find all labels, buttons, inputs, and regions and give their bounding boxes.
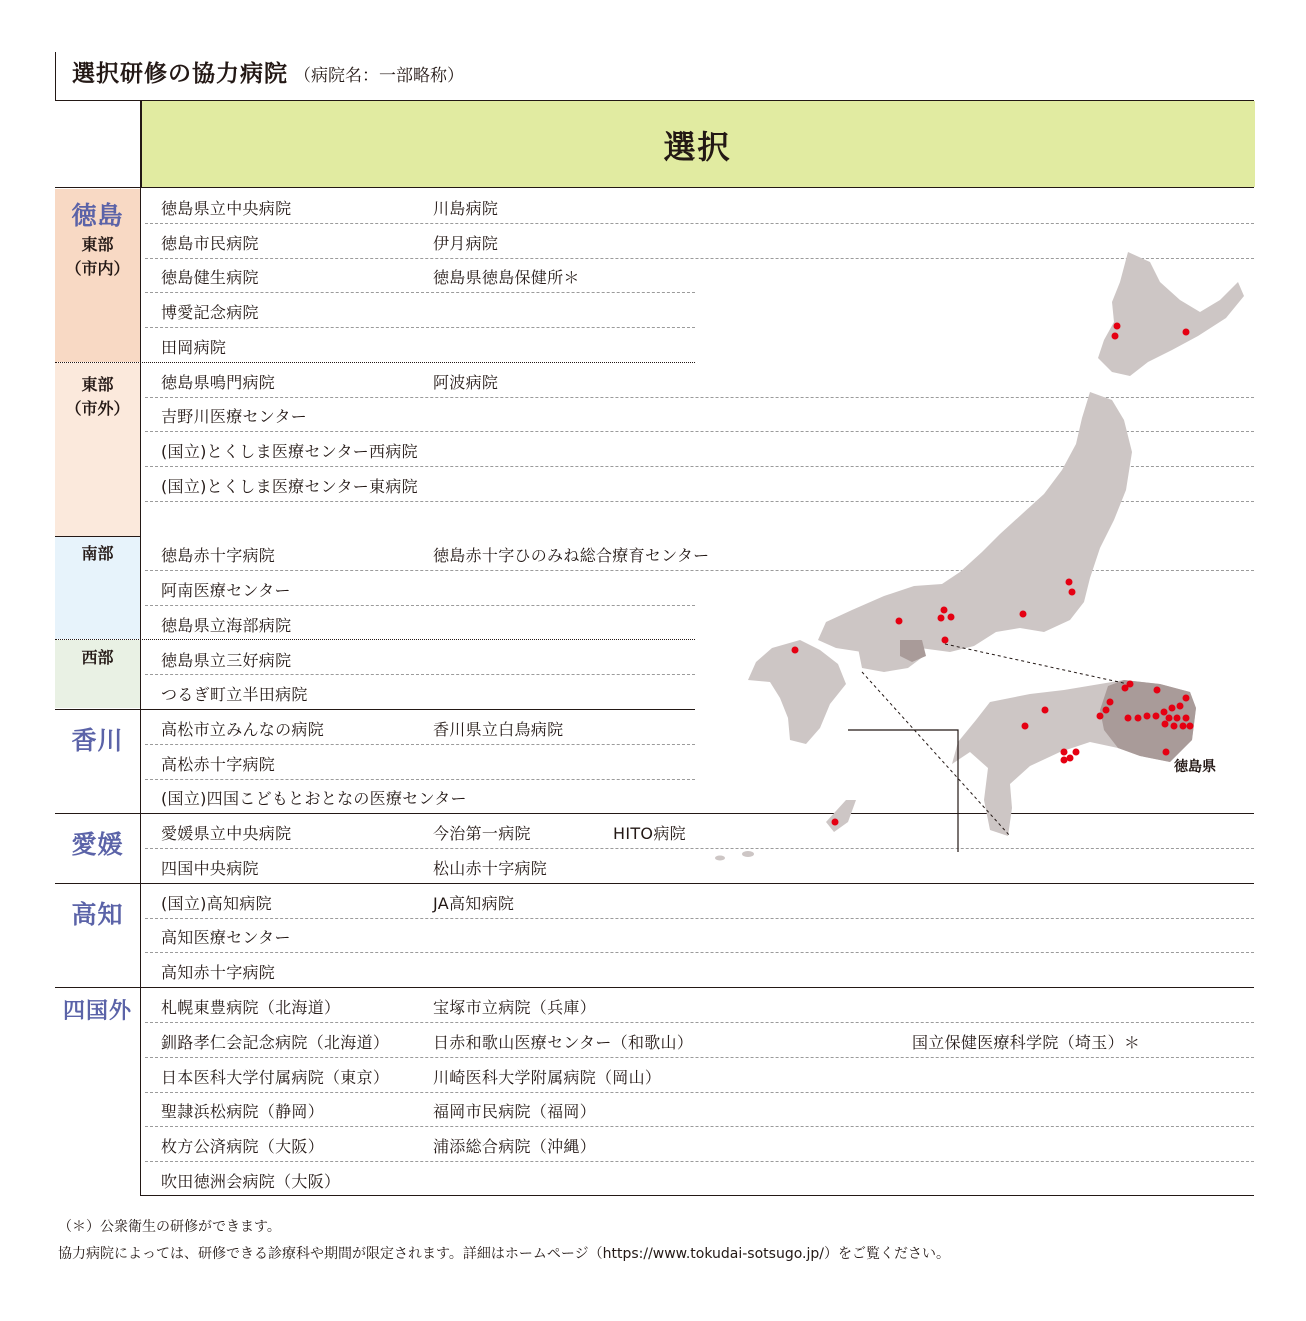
- marker: [1183, 715, 1190, 722]
- marker: [1177, 703, 1184, 710]
- hospital-name: (国立)高知病院: [161, 894, 272, 913]
- hospital-name: 高知赤十字病院: [161, 963, 276, 982]
- japan-map: [700, 240, 1256, 880]
- kyushu-shape: [748, 640, 846, 744]
- marker: [1171, 723, 1178, 730]
- hospital-name: 伊月病院: [433, 234, 499, 253]
- hospital-name: HITO病院: [613, 824, 686, 843]
- pref-tokushima: 徳島: [71, 201, 124, 230]
- marker: [1042, 707, 1049, 714]
- pref-kagawa: 香川: [71, 726, 124, 755]
- section-divider: [55, 639, 695, 640]
- hospital-name: 徳島市民病院: [161, 234, 259, 253]
- area-east-outside: [55, 373, 140, 421]
- okinawa-shape: [826, 800, 856, 832]
- section-divider: [55, 987, 1254, 988]
- hospital-name: 川崎医科大学附属病院（岡山）: [433, 1068, 662, 1087]
- marker: [1067, 755, 1074, 762]
- area-label: 西部: [81, 648, 114, 667]
- marker: [1097, 713, 1104, 720]
- section-divider: [55, 883, 1254, 884]
- hospital-name: 徳島県立海部病院: [161, 616, 292, 635]
- hospital-name: (国立)四国こどもとおとなの医療センター: [161, 789, 467, 808]
- marker: [792, 647, 799, 654]
- hospital-name: 浦添総合病院（沖縄）: [433, 1137, 597, 1156]
- map-label-tokushima: 徳島県: [1174, 759, 1216, 775]
- section-divider: [55, 362, 695, 363]
- marker: [1183, 695, 1190, 702]
- marker: [1022, 723, 1029, 730]
- land: [715, 252, 1244, 861]
- marker: [1144, 713, 1151, 720]
- area-label: 東部: [81, 375, 114, 394]
- row-divider: [145, 327, 695, 328]
- callout-line: [848, 730, 958, 852]
- area-south: [55, 542, 140, 566]
- marker: [1135, 715, 1142, 722]
- hospital-name: 徳島県立中央病院: [161, 199, 292, 218]
- row-divider: [145, 1126, 1254, 1127]
- hospital-name: 福岡市民病院（福岡）: [433, 1102, 597, 1121]
- hospital-name: 釧路孝仁会記念病院（北海道）: [161, 1033, 390, 1052]
- hospital-name: 川島病院: [433, 199, 499, 218]
- marker: [1127, 681, 1134, 688]
- marker: [896, 618, 903, 625]
- page-title: [72, 55, 464, 88]
- marker: [1061, 749, 1068, 756]
- row-divider: [145, 1057, 1254, 1058]
- hospital-name: つるぎ町立半田病院: [161, 685, 308, 704]
- marker: [1180, 723, 1187, 730]
- row-divider: [145, 779, 695, 780]
- hospital-name: 吉野川医療センター: [161, 407, 308, 426]
- island: [742, 851, 754, 857]
- hospital-name: (国立)とくしま医療センター東病院: [161, 477, 418, 496]
- row-divider: [145, 952, 1254, 953]
- row-divider: [145, 1161, 1254, 1162]
- footnote-asterisk: （＊）公衆衛生の研修ができます。: [58, 1219, 281, 1235]
- hokkaido-shape: [1098, 252, 1244, 376]
- hospital-name: 国立保健医療科学院（埼玉）＊: [912, 1033, 1141, 1052]
- marker: [1107, 699, 1114, 706]
- marker: [1061, 757, 1068, 764]
- row-divider: [145, 918, 1254, 919]
- marker: [1162, 721, 1169, 728]
- honshu-shape: [818, 392, 1132, 652]
- row-divider: [145, 744, 695, 745]
- pref-kochi: 高知: [71, 900, 124, 929]
- title-bar: [55, 52, 56, 100]
- tokushima-enlarged: [1100, 680, 1196, 762]
- marker: [1020, 611, 1027, 618]
- hospital-name: 徳島県徳島保健所＊: [433, 268, 580, 287]
- hospital-name: 高松赤十字病院: [161, 755, 276, 774]
- hospital-name: 徳島赤十字ひのみね総合療育センター: [433, 546, 710, 565]
- hospital-name: 香川県立白鳥病院: [433, 720, 564, 739]
- hospital-name: JA高知病院: [433, 894, 515, 913]
- island: [715, 856, 725, 861]
- marker: [1073, 749, 1080, 756]
- marker: [1066, 579, 1073, 586]
- pref-outside: 四国外: [62, 999, 132, 1024]
- marker: [1153, 713, 1160, 720]
- row-divider: [145, 292, 695, 293]
- hospital-name: (国立)とくしま医療センター西病院: [161, 442, 418, 461]
- marker: [948, 614, 955, 621]
- hospital-name: 宝塚市立病院（兵庫）: [433, 998, 597, 1017]
- marker: [941, 607, 948, 614]
- marker: [1187, 723, 1194, 730]
- hospital-name: 吹田徳洲会病院（大阪）: [161, 1172, 341, 1191]
- hospital-name: 愛媛県立中央病院: [161, 824, 292, 843]
- hospital-name: 札幌東豊病院（北海道）: [161, 998, 341, 1017]
- marker: [1069, 589, 1076, 596]
- area-label: （市外）: [65, 399, 130, 418]
- hospital-name: 博愛記念病院: [161, 303, 259, 322]
- hospital-name: 高知医療センター: [161, 928, 291, 947]
- pref-ehime: 愛媛: [71, 830, 124, 859]
- footnote-note: 協力病院によっては、研修できる診療科や期間が限定されます。詳細はホームページ（https://www.tokudai-sotsugo.jp/）をご覧ください。: [58, 1246, 950, 1262]
- area-east-city: [55, 233, 140, 281]
- marker: [1174, 715, 1181, 722]
- marker: [1163, 749, 1170, 756]
- title-text: 選択研修の協力病院: [72, 61, 288, 87]
- hospital-name: 枚方公済病院（大阪）: [161, 1137, 325, 1156]
- column-divider: [140, 101, 141, 1196]
- header-label: 選択: [663, 128, 732, 166]
- marker: [1125, 715, 1132, 722]
- hospital-name: 徳島県鳴門病院: [161, 373, 276, 392]
- hospital-name: 阿南医療センター: [161, 581, 291, 600]
- hospital-name: 日本医科大学付属病院（東京）: [161, 1068, 390, 1087]
- hospital-name: 阿波病院: [433, 373, 499, 392]
- hospital-name: 四国中央病院: [161, 859, 259, 878]
- marker: [938, 615, 945, 622]
- marker: [832, 819, 839, 826]
- hospital-name: 徳島県立三好病院: [161, 651, 292, 670]
- marker: [1103, 707, 1110, 714]
- marker: [1114, 323, 1121, 330]
- area-label: 東部: [81, 235, 114, 254]
- header-bottom-line: [55, 187, 1254, 188]
- hospital-name: 松山赤十字病院: [433, 859, 548, 878]
- table-bottom-line: [140, 1195, 1254, 1196]
- marker: [942, 637, 949, 644]
- hospital-name: 日赤和歌山医療センター（和歌山）: [433, 1033, 694, 1052]
- hospital-name: 徳島健生病院: [161, 268, 259, 287]
- marker: [1183, 329, 1190, 336]
- marker: [1166, 715, 1173, 722]
- section-divider: [55, 709, 695, 710]
- marker: [1161, 709, 1168, 716]
- hospital-name: 高松市立みんなの病院: [161, 720, 325, 739]
- row-divider: [145, 605, 695, 606]
- hospital-name: 田岡病院: [161, 338, 227, 357]
- marker: [1154, 687, 1161, 694]
- section-divider: [55, 536, 140, 537]
- row-divider: [145, 1022, 1254, 1023]
- row-divider: [145, 674, 695, 675]
- page-subtitle: （病院名：一部略称）: [294, 66, 464, 86]
- hospital-name: 今治第一病院: [433, 824, 531, 843]
- area-label: 南部: [81, 544, 114, 563]
- area-west: [55, 646, 140, 670]
- marker: [1169, 705, 1176, 712]
- area-label: （市内）: [65, 259, 130, 278]
- row-divider: [145, 1092, 1254, 1093]
- callout-line: [945, 644, 1128, 684]
- row-divider: [145, 223, 1254, 224]
- hospital-name: 徳島赤十字病院: [161, 546, 276, 565]
- marker: [1112, 333, 1119, 340]
- hospital-name: 聖隷浜松病院（静岡）: [161, 1102, 325, 1121]
